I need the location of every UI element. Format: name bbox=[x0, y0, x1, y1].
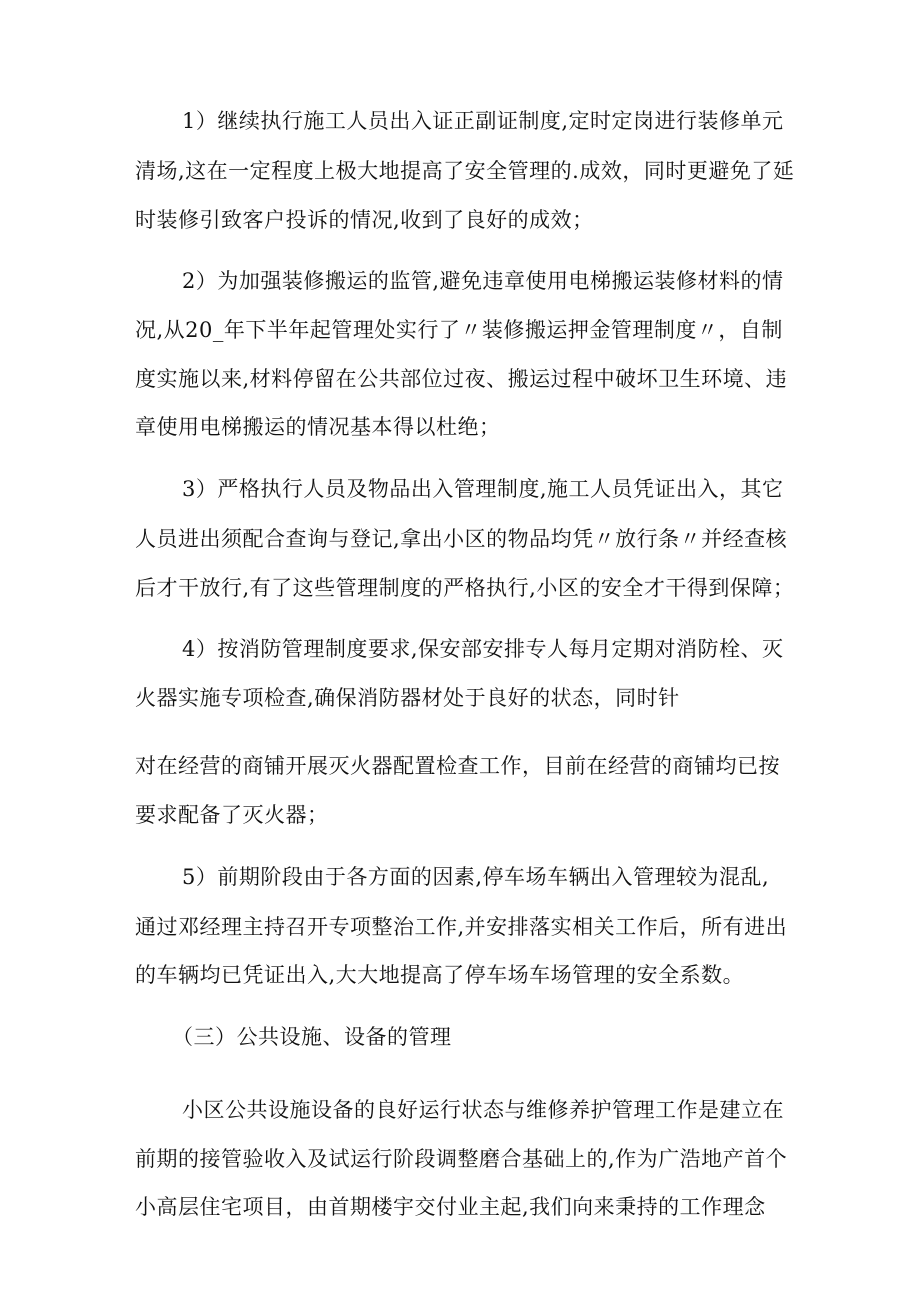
paragraph-4-cont-line-2: 要求配备了灭火器； bbox=[135, 803, 329, 827]
paragraph-5-line-3: 的车辆均已凭证出入,大大地提高了停车场车场管理的安全系数。 bbox=[135, 963, 745, 987]
paragraph-5-line-1: 5）前期阶段由于各方面的因素,停车场车辆出入管理较为混乱, bbox=[182, 865, 770, 889]
section-3-heading: （三）公共设施、设备的管理 bbox=[172, 1025, 452, 1049]
section-3-body-line-3: 小高层住宅项目，由首期楼宇交付业主起,我们向来秉持的工作理念 bbox=[135, 1195, 766, 1219]
paragraph-3-line-2: 人员进出须配合查询与登记,拿出小区的物品均凭〃放行条〃并经查核 bbox=[135, 527, 788, 551]
paragraph-4-cont-line-1: 对在经营的商铺开展灭火器配置检查工作，目前在经营的商铺均已按 bbox=[135, 754, 780, 778]
section-3-body-line-2: 前期的接管验收入及试运行阶段调整磨合基础上的,作为广浩地产首个 bbox=[135, 1147, 788, 1171]
paragraph-4-line-1: 4）按消防管理制度要求,保安部安排专人每月定期对消防栓、灭 bbox=[182, 637, 784, 661]
paragraph-1-line-1: 1）继续执行施工人员出入证正副证制度,定时定岗进行装修单元 bbox=[182, 109, 784, 133]
paragraph-1-line-3: 时装修引致客户投诉的情况,收到了良好的成效； bbox=[135, 208, 594, 232]
paragraph-3-line-1: 3）严格执行人员及物品出入管理制度,施工人员凭证出入，其它 bbox=[182, 477, 784, 501]
paragraph-2-line-2: 况,从20_年下半年起管理处实行了〃装修搬运押金管理制度〃，自制 bbox=[135, 318, 783, 342]
paragraph-4-line-2: 火器实施专项检查,确保消防器材处于良好的状态，同时针 bbox=[135, 686, 680, 710]
paragraph-3-line-3: 后才干放行,有了这些管理制度的严格执行,小区的安全才干得到保障； bbox=[135, 576, 795, 600]
section-3-body-line-1: 小区公共设施设备的良好运行状态与维修养护管理工作是建立在 bbox=[182, 1098, 784, 1122]
paragraph-1-line-2: 清场,这在一定程度上极大地提高了安全管理的.成效，同时更避免了延 bbox=[135, 159, 795, 183]
paragraph-5-line-2: 通过邓经理主持召开专项整治工作,并安排落实相关工作后，所有进出 bbox=[135, 915, 788, 939]
paragraph-2-line-4: 章使用电梯搬运的情况基本得以杜绝； bbox=[135, 415, 501, 439]
paragraph-2-line-3: 度实施以来,材料停留在公共部位过夜、搬运过程中破坏卫生环境、违 bbox=[135, 367, 788, 391]
paragraph-2-line-1: 2）为加强装修搬运的监管,避免违章使用电梯搬运装修材料的情 bbox=[182, 269, 784, 293]
